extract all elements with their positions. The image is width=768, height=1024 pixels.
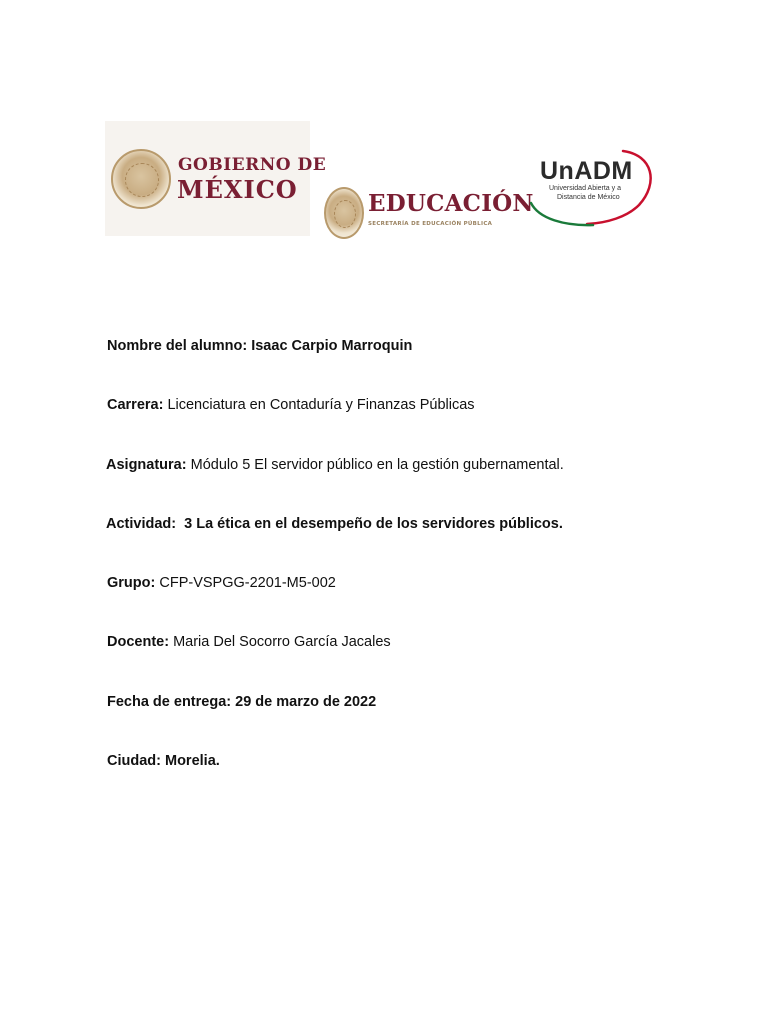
career-label: Carrera:	[107, 397, 164, 413]
gobierno-de-mexico-logo	[105, 121, 327, 236]
gobierno-logo-line2: MÉXICO	[177, 175, 298, 204]
group-value: CFP-VSPGG-2201-M5-002	[159, 575, 336, 591]
group-field	[107, 574, 336, 592]
subject-value: Módulo 5 El servidor público en la gestión gubernamental.	[190, 457, 564, 473]
unadm-logo-subtitle-line1: Universidad Abierta y a	[549, 185, 621, 192]
subject-label: Asignatura:	[106, 457, 187, 473]
unadm-logo-subtitle-line2: Distancia de México	[557, 194, 620, 201]
educacion-logo	[322, 184, 534, 240]
teacher-value: Maria Del Socorro García Jacales	[173, 634, 391, 650]
student-name-label: Nombre del alumno:	[107, 338, 248, 354]
group-label: Grupo:	[107, 575, 156, 591]
city-label: Ciudad:	[107, 753, 161, 769]
teacher-label: Docente:	[107, 634, 170, 650]
due-date-label: Fecha de entrega:	[107, 694, 232, 710]
due-date-field	[107, 693, 376, 711]
educacion-logo-title: EDUCACIÓN	[368, 190, 534, 217]
due-date-value: 29 de marzo de 2022	[235, 694, 377, 710]
unadm-logo	[525, 145, 660, 230]
city-field	[107, 752, 220, 770]
subject-field	[106, 456, 564, 474]
activity-value: 3 La ética en el desempeño de los servidores públicos.	[184, 516, 563, 532]
activity-field	[106, 515, 563, 533]
career-field	[107, 396, 475, 414]
teacher-field	[107, 633, 391, 651]
national-seal-icon	[324, 187, 364, 239]
educacion-logo-subtitle: SECRETARÍA DE EDUCACIÓN PÚBLICA	[368, 221, 493, 227]
unadm-logo-title: UnADM	[540, 157, 633, 185]
student-name-field	[107, 337, 412, 355]
student-name-value: Isaac Carpio Marroquin	[251, 338, 413, 354]
city-value: Morelia.	[165, 753, 220, 769]
activity-label: Actividad:	[106, 516, 177, 532]
career-value: Licenciatura en Contaduría y Finanzas Públicas	[167, 397, 475, 413]
national-seal-icon	[111, 149, 171, 209]
gobierno-logo-line1: GOBIERNO DE	[178, 155, 327, 175]
